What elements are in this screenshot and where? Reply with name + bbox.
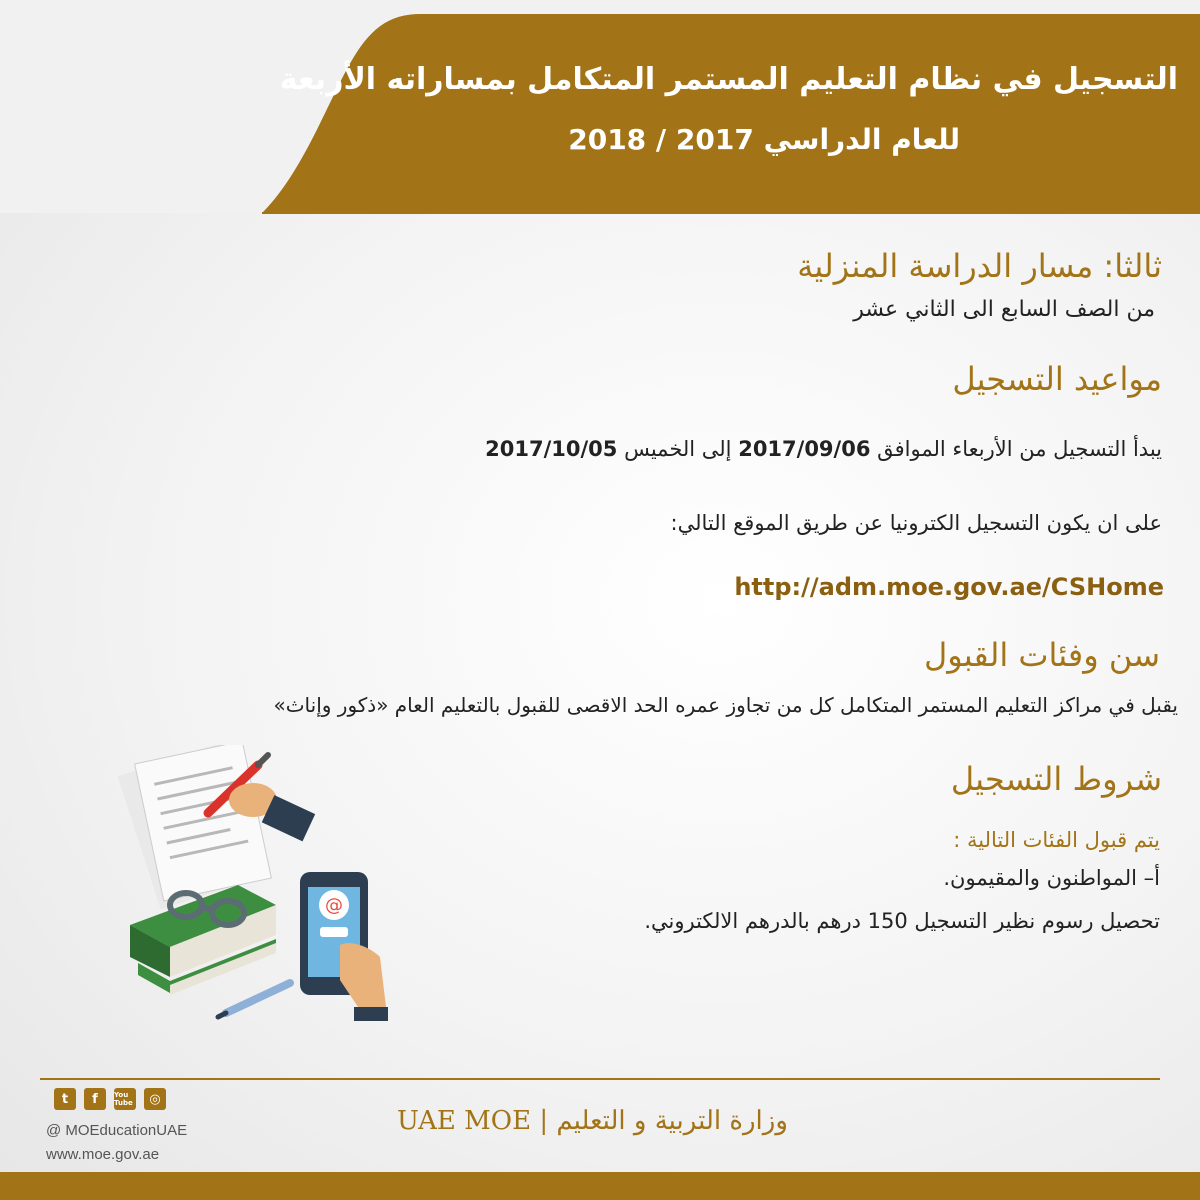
registration-illustration bbox=[118, 745, 408, 1030]
ministry-name: وزارة التربية و التعليم bbox=[556, 1106, 788, 1136]
website-link[interactable]: www.moe.gov.ae bbox=[46, 1146, 160, 1163]
header-title-line1: التسجيل في نظام التعليم المستمر المتكامل بمساراته الأربعة bbox=[279, 62, 1178, 97]
youtube-icon[interactable]: You Tube bbox=[114, 1088, 136, 1110]
facebook-icon[interactable]: f bbox=[84, 1088, 106, 1110]
ballpoint-pen-icon bbox=[218, 983, 290, 1017]
start-date: 2017/09/06 bbox=[738, 437, 871, 461]
age-heading: سن وفئات القبول bbox=[923, 636, 1160, 674]
svg-text:@: @ bbox=[325, 895, 343, 916]
footer-band bbox=[0, 1172, 1200, 1200]
track-heading: ثالثا: مسار الدراسة المنزلية bbox=[797, 247, 1162, 285]
social-handle[interactable]: @ MOEducationUAE bbox=[46, 1122, 188, 1139]
twitter-icon[interactable]: t bbox=[54, 1088, 76, 1110]
age-text: يقبل في مراكز التعليم المستمر المتكامل كل من تجاوز عمره الحد الاقصى للقبول بالتعليم العام «ذكور وإناث» bbox=[273, 693, 1178, 717]
schedule-middle: إلى الخميس bbox=[617, 437, 739, 461]
schedule-heading: مواعيد التسجيل bbox=[952, 360, 1162, 398]
footer-divider bbox=[40, 1078, 1160, 1080]
accepted-categories-heading: يتم قبول الفئات التالية : bbox=[953, 828, 1160, 852]
conditions-heading: شروط التسجيل bbox=[950, 760, 1162, 798]
end-date: 2017/10/05 bbox=[485, 437, 618, 461]
online-registration-note: على ان يكون التسجيل الكترونيا عن طريق الموقع التالي: bbox=[670, 511, 1162, 535]
condition-item-b: تحصيل رسوم نظير التسجيل 150 درهم بالدرهم الالكتروني. bbox=[644, 909, 1160, 933]
registration-url-link[interactable]: http://adm.moe.gov.ae/CSHome bbox=[734, 573, 1164, 601]
social-icons-row bbox=[54, 1088, 166, 1110]
brand-name: UAE MOE bbox=[397, 1106, 532, 1136]
header-title-line2: للعام الدراسي 2017 / 2018 bbox=[568, 123, 960, 156]
smartphone-email-icon bbox=[300, 872, 388, 1021]
ministry-signature bbox=[397, 1106, 788, 1136]
schedule-dates-line bbox=[485, 437, 1162, 461]
instagram-icon[interactable]: ◎ bbox=[144, 1088, 166, 1110]
condition-item-a: أ– المواطنون والمقيمون. bbox=[943, 866, 1160, 890]
brand-separator: | bbox=[539, 1106, 549, 1136]
track-subtitle: من الصف السابع الى الثاني عشر bbox=[853, 297, 1155, 322]
schedule-prefix: يبدأ التسجيل من الأربعاء الموافق bbox=[870, 437, 1162, 461]
header-band bbox=[0, 0, 1200, 215]
